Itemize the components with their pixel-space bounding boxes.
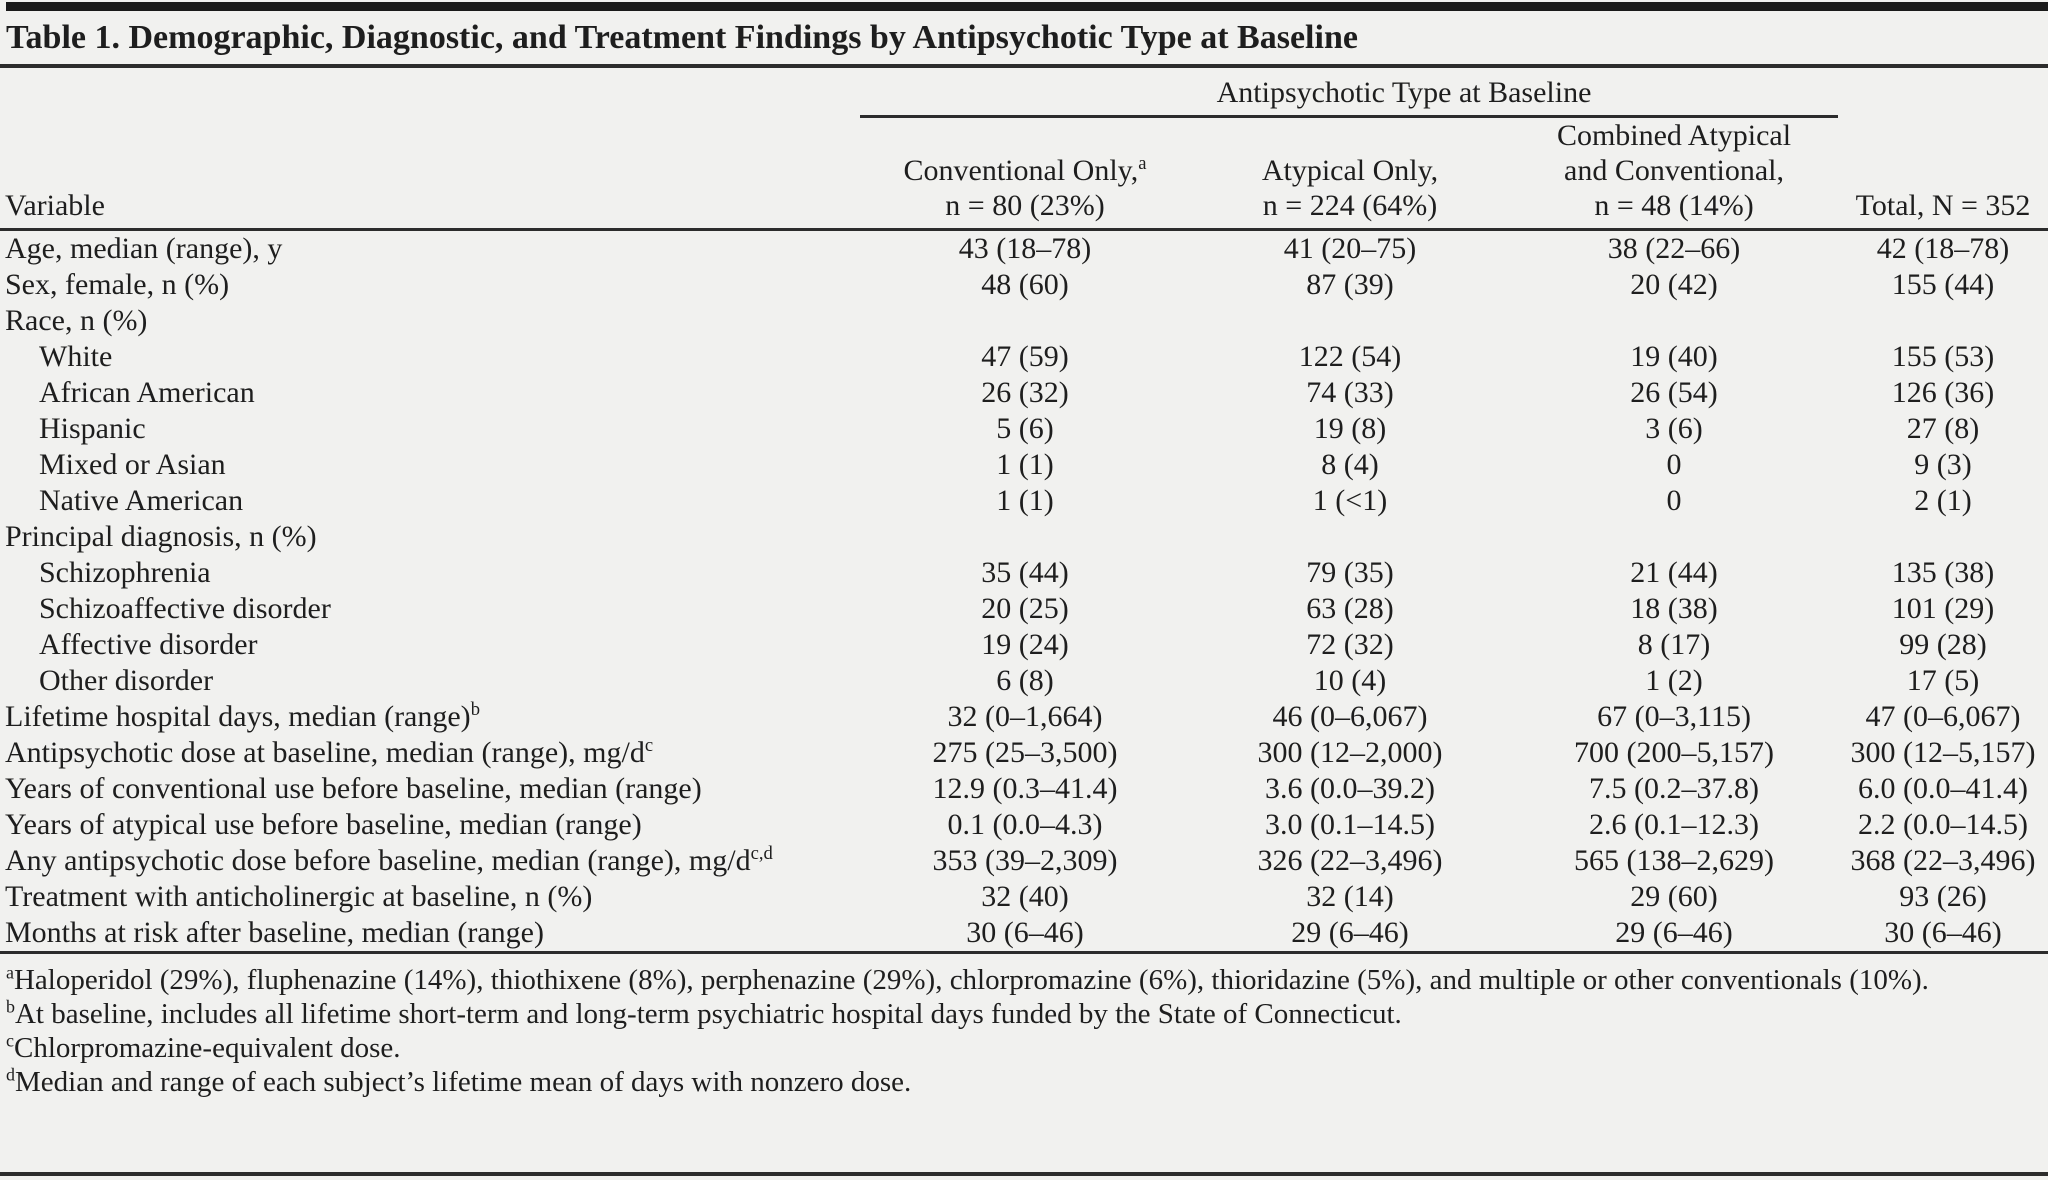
table-row	[0, 411, 2048, 447]
table-row	[0, 915, 2048, 953]
cell-value: 126 (36)	[1891, 376, 1995, 409]
cell-value: 29 (6–46)	[1190, 915, 1510, 953]
cell-value: 47 (59)	[981, 340, 1069, 373]
cell-value: 2 (1)	[1914, 484, 1972, 517]
row-label: Race, n (%)	[5, 304, 148, 337]
cell-value: 326 (22–3,496)	[1257, 844, 1443, 877]
cell-value: 79 (35)	[1306, 556, 1394, 589]
row-label: Antipsychotic dose at baseline, median (range), $mg/d^c$	[5, 735, 654, 769]
table-row	[0, 339, 2048, 375]
table-row	[0, 843, 2048, 879]
cell-value: 17 (5)	[1906, 664, 1980, 697]
demographics-table	[0, 68, 2048, 954]
table-row	[0, 267, 2048, 303]
cell-value: 74 (33)	[1306, 376, 1394, 409]
cell-value: 19 (24)	[981, 628, 1069, 661]
row-label: Affective disorder	[39, 628, 258, 661]
cell-value	[1190, 303, 1510, 339]
table-row	[0, 230, 2048, 268]
cell-value: 300 (12–5,157)	[1850, 736, 2036, 769]
bottom-rule	[0, 1172, 2048, 1176]
cell-value: 353 (39–2,309)	[932, 844, 1118, 877]
row-label: Schizoaffective disorder	[39, 592, 331, 625]
cell-value	[1510, 303, 1838, 339]
cell-value: 42 (18–78)	[1876, 232, 2010, 265]
table-row	[0, 735, 2048, 771]
cell-value	[1190, 519, 1510, 555]
section-row	[0, 303, 2048, 339]
row-label: African American	[39, 376, 255, 409]
cell-value: 368 (22–3,496)	[1850, 844, 2036, 877]
cell-value: 12.9 (0.3–41.4)	[932, 772, 1118, 805]
cell-value: 35 (44)	[981, 556, 1069, 589]
cell-value: 8 (4)	[1321, 448, 1379, 481]
cell-value: 6.0 (0.0–41.4)	[1858, 772, 2029, 805]
row-label: Principal diagnosis, n (%)	[5, 520, 317, 553]
row-label: Schizophrenia	[39, 556, 211, 589]
group-column-header-atypical: Atypical Only, n = 224 (64%)	[1190, 117, 1510, 230]
cell-value: 47 (0–6,067)	[1865, 700, 2021, 733]
row-label: Years of atypical use before baseline, median (range)	[5, 808, 642, 841]
table-row	[0, 663, 2048, 699]
table-title: Table 1. Demographic, Diagnostic, and Treatment Findings by Antipsychotic Type at Baseline	[0, 0, 2048, 68]
cell-value: 19 (40)	[1630, 340, 1718, 373]
table-row	[0, 555, 2048, 591]
cell-value: 3.6 (0.0–39.2)	[1265, 772, 1435, 805]
row-label: Lifetime hospital days, median (range)$^b$	[5, 699, 480, 733]
table-row	[0, 627, 2048, 663]
cell-value: 3 (6)	[1645, 412, 1703, 445]
group-column-header-conventional: Conventional Only,$^a$ n = 80 (23%)	[860, 117, 1190, 230]
cell-value: 10 (4)	[1313, 664, 1387, 697]
group-column-header-combined: Combined Atypical and Conventional, n = 48 (14%)	[1510, 117, 1838, 230]
cell-value: 41 (20–75)	[1283, 232, 1417, 265]
footnote-c: $^c$Chlorpromazine-equivalent dose.	[6, 1030, 401, 1064]
cell-value: 7.5 (0.2–37.8)	[1589, 772, 1759, 805]
cell-value: 300 (12–2,000)	[1257, 736, 1443, 769]
cell-value: 26 (54)	[1630, 376, 1718, 409]
cell-value	[860, 519, 1190, 555]
row-label: Years of conventional use before baseline, median (range)	[5, 772, 702, 805]
cell-value: 5 (6)	[996, 412, 1054, 445]
cell-value: 1 (1)	[996, 484, 1054, 517]
cell-value: 48 (60)	[981, 268, 1069, 301]
cell-value: 72 (32)	[1306, 628, 1394, 661]
top-rule-bar	[6, 2, 2048, 11]
table-row	[0, 483, 2048, 519]
cell-value: 1 (1)	[996, 448, 1054, 481]
table-row	[0, 771, 2048, 807]
row-label: Months at risk after baseline, median (range)	[0, 915, 860, 953]
table-row	[0, 447, 2048, 483]
cell-value: 2.2 (0.0–14.5)	[1858, 808, 2029, 841]
row-label: Hispanic	[39, 412, 146, 445]
cell-value: 135 (38)	[1891, 556, 1995, 589]
cell-value: 32 (40)	[981, 880, 1069, 913]
cell-value: 43 (18–78)	[958, 232, 1092, 265]
footnotes	[0, 954, 2048, 1099]
cell-value: 3.0 (0.1–14.5)	[1265, 808, 1435, 841]
table-row	[0, 375, 2048, 411]
cell-value: 0.1 (0.0–4.3)	[947, 808, 1103, 841]
span-header-label: Antipsychotic Type at Baseline	[1216, 76, 1592, 109]
cell-value: 1 (<1)	[1312, 484, 1388, 517]
cell-value: 700 (200–5,157)	[1574, 736, 1774, 769]
table-row	[0, 591, 2048, 627]
cell-value	[1838, 303, 2048, 339]
footnote-b: $^b$At baseline, includes all lifetime short-term and long-term psychiatric hospital days funded by the State of Connecticut.	[6, 996, 1402, 1030]
cell-value: 30 (6–46)	[860, 915, 1190, 953]
column-header-row	[0, 117, 2048, 230]
cell-value: 0	[1666, 448, 1682, 481]
cell-value: 21 (44)	[1630, 556, 1718, 589]
cell-value: 0	[1666, 484, 1682, 517]
cell-value: 122 (54)	[1298, 340, 1402, 373]
cell-value: 1 (2)	[1645, 664, 1703, 697]
cell-value: 6 (8)	[996, 664, 1054, 697]
cell-value: 101 (29)	[1891, 592, 1995, 625]
cell-value: 38 (22–66)	[1607, 232, 1741, 265]
table-row	[0, 879, 2048, 915]
cell-value: 32 (0–1,664)	[947, 700, 1103, 733]
row-label: Any antipsychotic dose before baseline, median (range), $mg/d^{c,d}$	[5, 843, 773, 877]
span-header-spacer-left	[0, 68, 860, 117]
cell-value: 87 (39)	[1306, 268, 1394, 301]
cell-value: 63 (28)	[1306, 592, 1394, 625]
total-column-header: Total, N = 352	[1838, 117, 2048, 230]
cell-value: 29 (6–46)	[1510, 915, 1838, 953]
section-row	[0, 519, 2048, 555]
cell-value: 18 (38)	[1630, 592, 1718, 625]
cell-value: 30 (6–46)	[1838, 915, 2048, 953]
cell-value: 155 (44)	[1891, 268, 1995, 301]
table-body	[0, 230, 2048, 953]
cell-value: 9 (3)	[1914, 448, 1972, 481]
cell-value: 275 (25–3,500)	[932, 736, 1118, 769]
cell-value: 26 (32)	[981, 376, 1069, 409]
span-header	[860, 68, 1838, 117]
cell-value: 20 (25)	[981, 592, 1069, 625]
row-label: Treatment with anticholinergic at baseline, n (%)	[5, 880, 593, 913]
row-label: Age, median (range), y	[5, 232, 283, 265]
cell-value: 46 (0–6,067)	[1272, 700, 1428, 733]
cell-value: 29 (60)	[1630, 880, 1718, 913]
row-label: Native American	[39, 484, 244, 517]
row-label: Sex, female, n (%)	[5, 268, 230, 301]
cell-value: 27 (8)	[1906, 412, 1980, 445]
cell-value: 20 (42)	[1630, 268, 1718, 301]
cell-value	[1838, 519, 2048, 555]
cell-value	[860, 303, 1190, 339]
span-header-row	[0, 68, 2048, 117]
row-label: White	[39, 340, 113, 373]
cell-value: 32 (14)	[1306, 880, 1394, 913]
row-label: Mixed or Asian	[39, 448, 226, 481]
footnote-a: $^a$Haloperidol (29%), fluphenazine (14%), thiothixene (8%), perphenazine (29%), chlorpromazine (6%), thioridazine (5%), and multiple or other conventionals (10%).	[6, 962, 1929, 996]
footnote-d: $^d$Median and range of each subject’s lifetime mean of days with nonzero dose.	[6, 1064, 912, 1098]
cell-value: 155 (53)	[1891, 340, 1995, 373]
row-label: Other disorder	[39, 664, 214, 697]
variable-column-header: Variable	[0, 117, 860, 230]
cell-value: 19 (8)	[1313, 412, 1387, 445]
span-header-spacer-right	[1838, 68, 2048, 117]
table-row	[0, 699, 2048, 735]
cell-value	[1510, 519, 1838, 555]
cell-value: 67 (0–3,115)	[1597, 700, 1751, 733]
cell-value: 2.6 (0.1–12.3)	[1589, 808, 1759, 841]
cell-value: 99 (28)	[1899, 628, 1987, 661]
table-row	[0, 807, 2048, 843]
cell-value: 8 (17)	[1637, 628, 1711, 661]
cell-value: 93 (26)	[1899, 880, 1987, 913]
cell-value: 565 (138–2,629)	[1574, 844, 1774, 877]
